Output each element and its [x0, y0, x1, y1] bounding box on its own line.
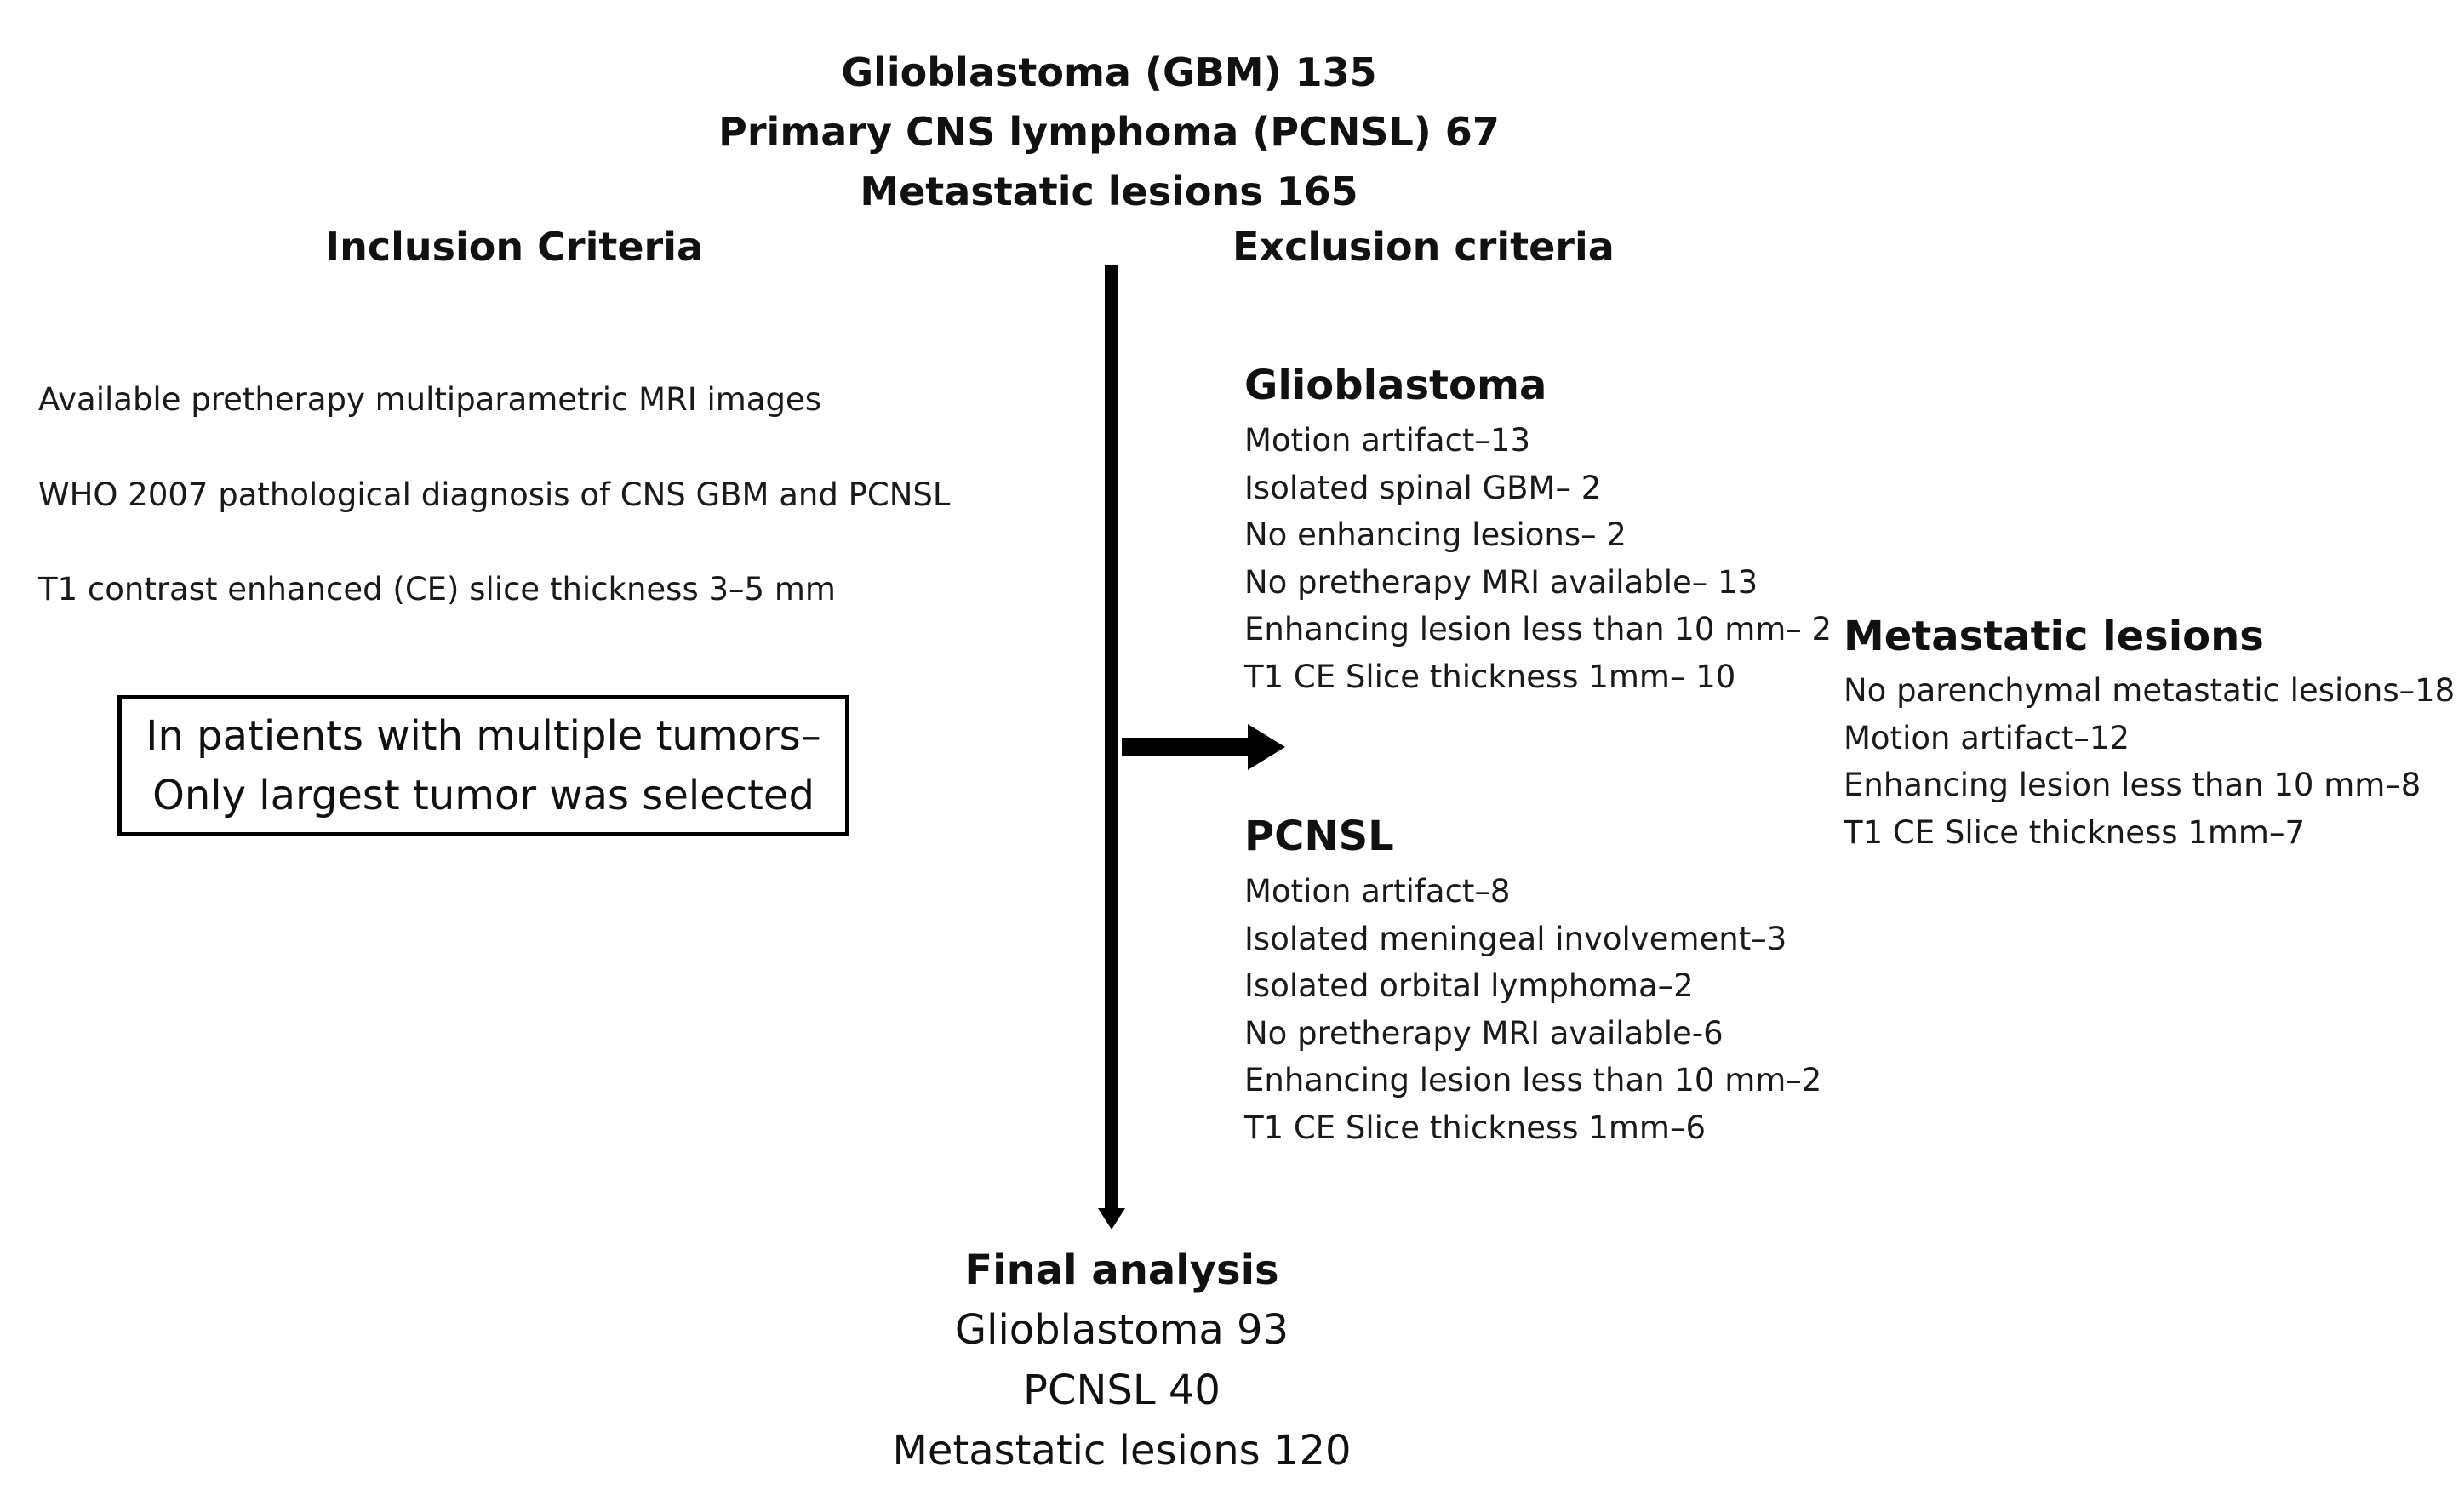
list-item: Motion artifact–12 — [1844, 719, 2130, 756]
note-line: Only largest tumor was selected — [152, 772, 815, 819]
final-metastatic-count: Metastatic lesions 120 — [892, 1427, 1352, 1475]
list-item: Isolated orbital lymphoma–2 — [1244, 967, 1694, 1004]
inclusion-item: Available pretherapy multiparametric MRI images — [38, 381, 821, 418]
list-item: T1 CE Slice thickness 1mm–7 — [1844, 813, 2305, 851]
list-item: No pretherapy MRI available– 13 — [1244, 563, 1758, 601]
list-item: Enhancing lesion less than 10 mm–8 — [1844, 767, 2421, 803]
cohort-gbm-count: Glioblastoma (GBM) 135 — [841, 49, 1377, 95]
list-item: Motion artifact–13 — [1244, 422, 1530, 459]
list-item: Enhancing lesion less than 10 mm–2 — [1244, 1062, 1822, 1098]
list-item: Isolated spinal GBM– 2 — [1244, 469, 1602, 506]
list-item: No pretherapy MRI available-6 — [1244, 1014, 1724, 1052]
pcnsl-exclusion-list — [1244, 868, 1821, 1151]
cohort-metastatic-count: Metastatic lesions 165 — [860, 168, 1358, 214]
exclusion-heading: Exclusion criteria — [1232, 224, 1615, 270]
final-gbm-count: Glioblastoma 93 — [954, 1306, 1289, 1354]
final-analysis — [0, 1241, 2244, 1481]
pcnsl-exclusion-title: PCNSL — [1244, 813, 1394, 860]
cohort-pcnsl-count: Primary CNS lymphoma (PCNSL) 67 — [718, 109, 1500, 155]
gbm-exclusion-title: Glioblastoma — [1244, 362, 1547, 409]
final-analysis-title: Final analysis — [964, 1247, 1279, 1294]
list-item: No enhancing lesions– 2 — [1244, 516, 1626, 553]
metastatic-exclusion-list — [1844, 667, 2455, 856]
list-item: T1 CE Slice thickness 1mm–6 — [1244, 1109, 1706, 1146]
inclusion-item: WHO 2007 pathological diagnosis of CNS GBM and PCNSL — [38, 476, 951, 513]
final-pcnsl-count: PCNSL 40 — [1023, 1366, 1221, 1414]
inclusion-item: T1 contrast enhanced (CE) slice thickness 3–5 mm — [38, 571, 836, 608]
list-item: Isolated meningeal involvement–3 — [1244, 920, 1787, 957]
list-item: Motion artifact–8 — [1244, 873, 1511, 910]
gbm-exclusion-list — [1244, 417, 1832, 700]
exclusion-arrow-head — [1248, 724, 1285, 770]
main-flow-arrow-head — [1098, 1208, 1125, 1229]
inclusion-heading: Inclusion Criteria — [325, 224, 704, 270]
multiple-tumors-note — [117, 695, 849, 836]
note-line: In patients with multiple tumors– — [146, 712, 821, 760]
list-item: Enhancing lesion less than 10 mm– 2 — [1244, 611, 1832, 648]
cohort-summary — [0, 43, 2218, 221]
list-item: No parenchymal metastatic lesions–18 — [1844, 672, 2455, 709]
list-item: T1 CE Slice thickness 1mm– 10 — [1244, 658, 1736, 695]
metastatic-exclusion-title: Metastatic lesions — [1844, 613, 2264, 660]
